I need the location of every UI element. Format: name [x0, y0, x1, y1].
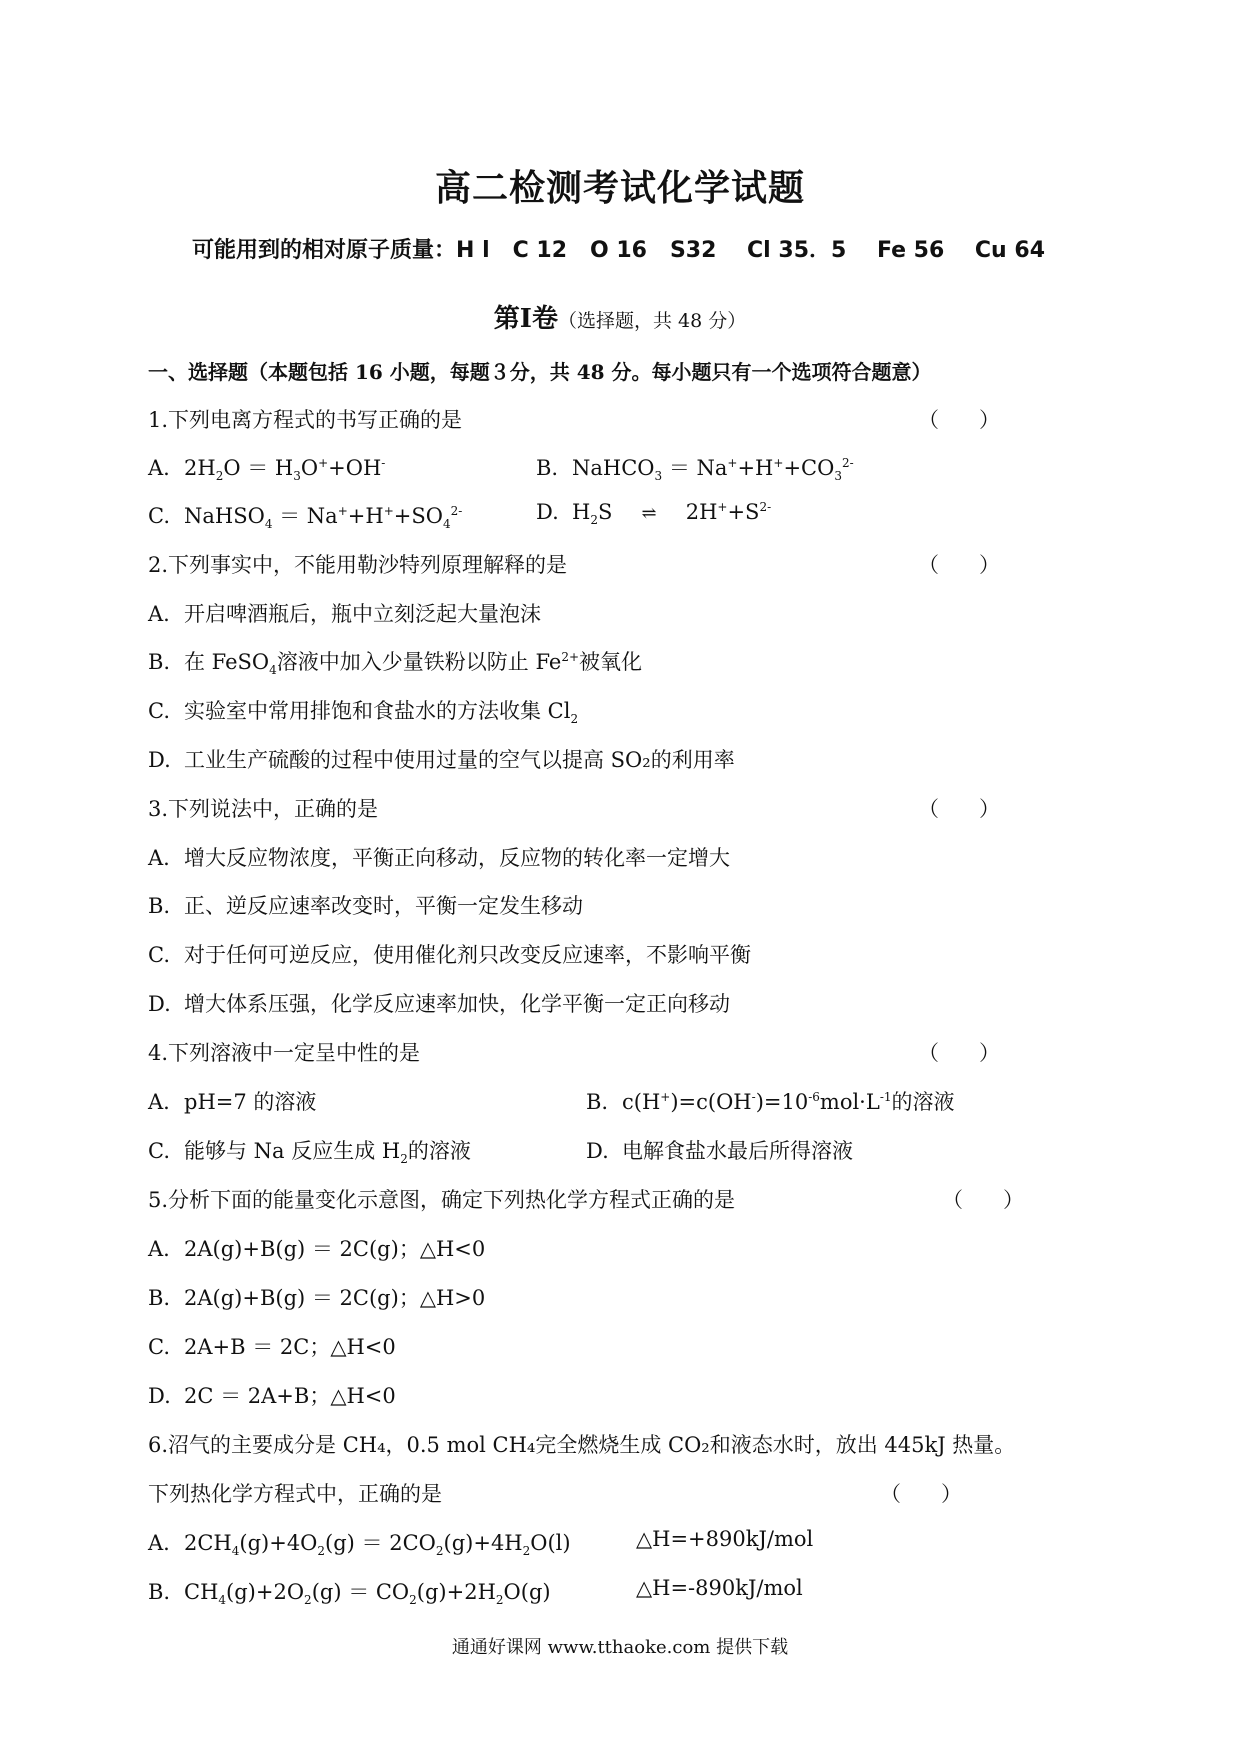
q4-option-d: D. 电解食盐水最后所得溶液: [586, 1139, 853, 1163]
question-4-stem: 4.下列溶液中一定呈中性的是: [148, 1041, 421, 1065]
q6-option-b-dh: △H=-890kJ/mol: [636, 1576, 803, 1600]
instructions: 一、选择题（本题包括 16 小题，每题３分，共 48 分。每小题只有一个选项符合题意）: [148, 360, 932, 384]
q6-option-a: A. $2CH_4(g)+4O_2(g) = 2CO_2(g)+4H_2O(l)$: [148, 1531, 571, 1559]
section-note: （选择题，共 48 分）: [557, 310, 747, 332]
q4-option-b: B. $c(H^+)=c(OH^-)=10^{-6}mol\cdot L^{-1}$的溶液: [586, 1090, 955, 1114]
q3-option-a: A. 增大反应物浓度，平衡正向移动，反应物的转化率一定增大: [148, 846, 730, 870]
question-2-stem: 2.下列事实中，不能用勒沙特列原理解释的是: [148, 553, 568, 577]
q3-option-c: C. 对于任何可逆反应，使用催化剂只改变反应速率，不影响平衡: [148, 943, 751, 967]
q5-option-a: A. 2A(g)+B(g) ＝ 2C(g)；△H<0: [148, 1237, 486, 1261]
q1-option-c: C. NaHSO$_4$ ＝ $Na^++H^++SO_4^{2-}$: [148, 504, 463, 532]
footer-source: 通通好课网 www.tthaoke.com 提供下载: [451, 1637, 789, 1658]
section-heading: [0, 298, 1240, 335]
answer-paren: （ ）: [942, 1188, 1025, 1212]
answer-paren: （ ）: [918, 408, 1001, 432]
q2-option-b: B. 在 FeSO$_4$溶液中加入少量铁粉以防止 $Fe^{2+}$被氧化: [148, 650, 643, 678]
answer-paren: （ ）: [918, 1041, 1001, 1065]
answer-paren: （ ）: [918, 553, 1001, 577]
q5-option-b: B. 2A(g)+B(g) ＝ 2C(g)；△H>0: [148, 1286, 486, 1310]
question-6-stem-line2: 下列热化学方程式中，正确的是: [148, 1482, 442, 1506]
q5-option-c: C. 2A+B ＝ 2C；△H<0: [148, 1335, 396, 1359]
question-5-stem: 5.分析下面的能量变化示意图，确定下列热化学方程式正确的是: [148, 1188, 736, 1212]
q1-option-b: B. NaHCO$_3$ ＝ $Na^++H^++CO_3^{2-}$: [536, 456, 854, 484]
q3-option-b: B. 正、逆反应速率改变时，平衡一定发生移动: [148, 894, 583, 918]
q6-option-a-dh: △H=+890kJ/mol: [636, 1527, 814, 1551]
atomic-masses-line: 可能用到的相对原子质量：H l C 12 O 16 S32 Cl 35．5 Fe 56 Cu 64: [192, 238, 1045, 263]
equilibrium-arrow-icon: ⇌: [641, 503, 657, 524]
q4-option-a: A. pH=7 的溶液: [148, 1090, 317, 1114]
section-label: 第Ⅰ卷: [493, 304, 558, 334]
q2-option-d: D. 工业生产硫酸的过程中使用过量的空气以提高 SO₂的利用率: [148, 748, 735, 772]
q2-option-a: A. 开启啤酒瓶后，瓶中立刻泛起大量泡沫: [148, 602, 541, 626]
q1-option-a: A. $2H_2O = H_3O^++OH^-$: [148, 456, 386, 484]
q1-option-d: D. $H_2S$ ⇌ $2H^++S^{2-}$: [536, 500, 772, 528]
page-title: 高二检测考试化学试题: [434, 168, 805, 209]
answer-paren: （ ）: [880, 1482, 963, 1506]
q3-option-d: D. 增大体系压强，化学反应速率加快，化学平衡一定正向移动: [148, 992, 730, 1016]
question-6-stem-line1: 6.沼气的主要成分是 CH₄，0.5 mol CH₄完全燃烧生成 CO₂和液态水时，放出 445kJ 热量。: [148, 1433, 1016, 1457]
answer-paren: （ ）: [918, 797, 1001, 821]
q2-option-c: C. 实验室中常用排饱和食盐水的方法收集 $Cl_2$: [148, 699, 579, 727]
question-3-stem: 3.下列说法中，正确的是: [148, 797, 379, 821]
q5-option-d: D. 2C ＝ 2A+B；△H<0: [148, 1384, 396, 1408]
q6-option-b: B. $CH_4(g)+2O_2(g) = CO_2(g)+2H_2O(g)$: [148, 1580, 551, 1608]
question-1-stem: 1.下列电离方程式的书写正确的是: [148, 408, 463, 432]
q4-option-c: C. 能够与 Na 反应生成 $H_2$的溶液: [148, 1139, 471, 1167]
